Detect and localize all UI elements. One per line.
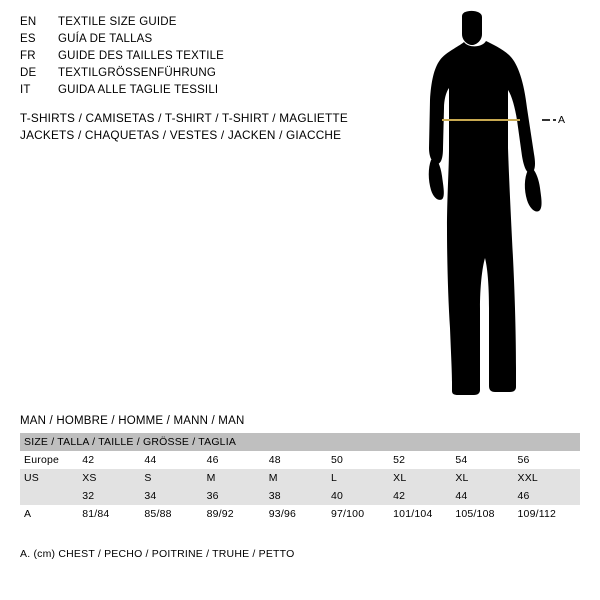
table-cell: 50	[331, 451, 393, 469]
language-row	[20, 50, 400, 67]
language-code: EN	[20, 16, 37, 28]
table-cell: 44	[144, 451, 206, 469]
language-code: ES	[20, 33, 36, 45]
table-cell: 52	[393, 451, 455, 469]
language-text: TEXTILGRÖSSENFÜHRUNG	[58, 67, 216, 79]
table-cell: 34	[144, 487, 206, 505]
table-cell: 32	[82, 487, 144, 505]
table-cell: 56	[518, 451, 581, 469]
language-row	[20, 16, 400, 33]
language-text: GUIDA ALLE TAGLIE TESSILI	[58, 84, 219, 96]
language-code: DE	[20, 67, 37, 79]
table-cell: 54	[455, 451, 517, 469]
table-cell: 105/108	[455, 505, 517, 523]
table-cell: L	[331, 469, 393, 487]
table-cell: 109/112	[518, 505, 581, 523]
table-cell: 48	[269, 451, 331, 469]
language-header-block	[20, 16, 400, 101]
table-header-row	[20, 433, 580, 451]
table-cell: 93/96	[269, 505, 331, 523]
table-row	[20, 487, 580, 505]
table-cell: M	[269, 469, 331, 487]
table-cell: 97/100	[331, 505, 393, 523]
category-block	[20, 110, 440, 144]
language-row	[20, 84, 400, 101]
table-cell: 44	[455, 487, 517, 505]
table-cell: 101/104	[393, 505, 455, 523]
measure-label-a: A	[558, 114, 566, 126]
language-text: GUÍA DE TALLAS	[58, 33, 153, 45]
table-cell: XL	[393, 469, 455, 487]
male-silhouette-figure	[400, 8, 600, 408]
table-cell: S	[144, 469, 206, 487]
table-row	[20, 451, 580, 469]
row-label	[20, 487, 82, 505]
table-cell: 38	[269, 487, 331, 505]
size-table	[20, 433, 580, 523]
language-text: TEXTILE SIZE GUIDE	[58, 16, 177, 28]
silhouette-svg	[400, 8, 600, 408]
table-cell: 42	[393, 487, 455, 505]
table-cell: XXL	[518, 469, 581, 487]
row-label: A	[20, 505, 82, 523]
table-cell: 40	[331, 487, 393, 505]
table-cell: 36	[207, 487, 269, 505]
language-text: GUIDE DES TAILLES TEXTILE	[58, 50, 225, 62]
footnote-chest-measurement: A. (cm) CHEST / PECHO / POITRINE / TRUHE / PETTO	[20, 548, 295, 560]
language-code: IT	[20, 84, 31, 96]
table-cell: XL	[455, 469, 517, 487]
table-row	[20, 505, 580, 523]
table-cell: 42	[82, 451, 144, 469]
table-cell: 46	[518, 487, 581, 505]
size-table-section	[20, 415, 580, 523]
category-line-jackets: JACKETS / CHAQUETAS / VESTES / JACKEN / GIACCHE	[20, 128, 342, 142]
table-cell: 89/92	[207, 505, 269, 523]
language-row	[20, 33, 400, 50]
row-label: US	[20, 469, 82, 487]
language-row	[20, 67, 400, 84]
table-cell: 81/84	[82, 505, 144, 523]
table-row	[20, 469, 580, 487]
table-cell: 46	[207, 451, 269, 469]
table-title: MAN / HOMBRE / HOMME / MANN / MAN	[20, 415, 245, 427]
table-cell: 85/88	[144, 505, 206, 523]
table-cell: XS	[82, 469, 144, 487]
table-cell: M	[207, 469, 269, 487]
row-label: Europe	[20, 451, 82, 469]
category-line-tshirts: T-SHIRTS / CAMISETAS / T-SHIRT / T-SHIRT / MAGLIETTE	[20, 111, 348, 125]
language-code: FR	[20, 50, 36, 62]
table-header-label: SIZE / TALLA / TAILLE / GRÖSSE / TAGLIA	[20, 433, 580, 451]
